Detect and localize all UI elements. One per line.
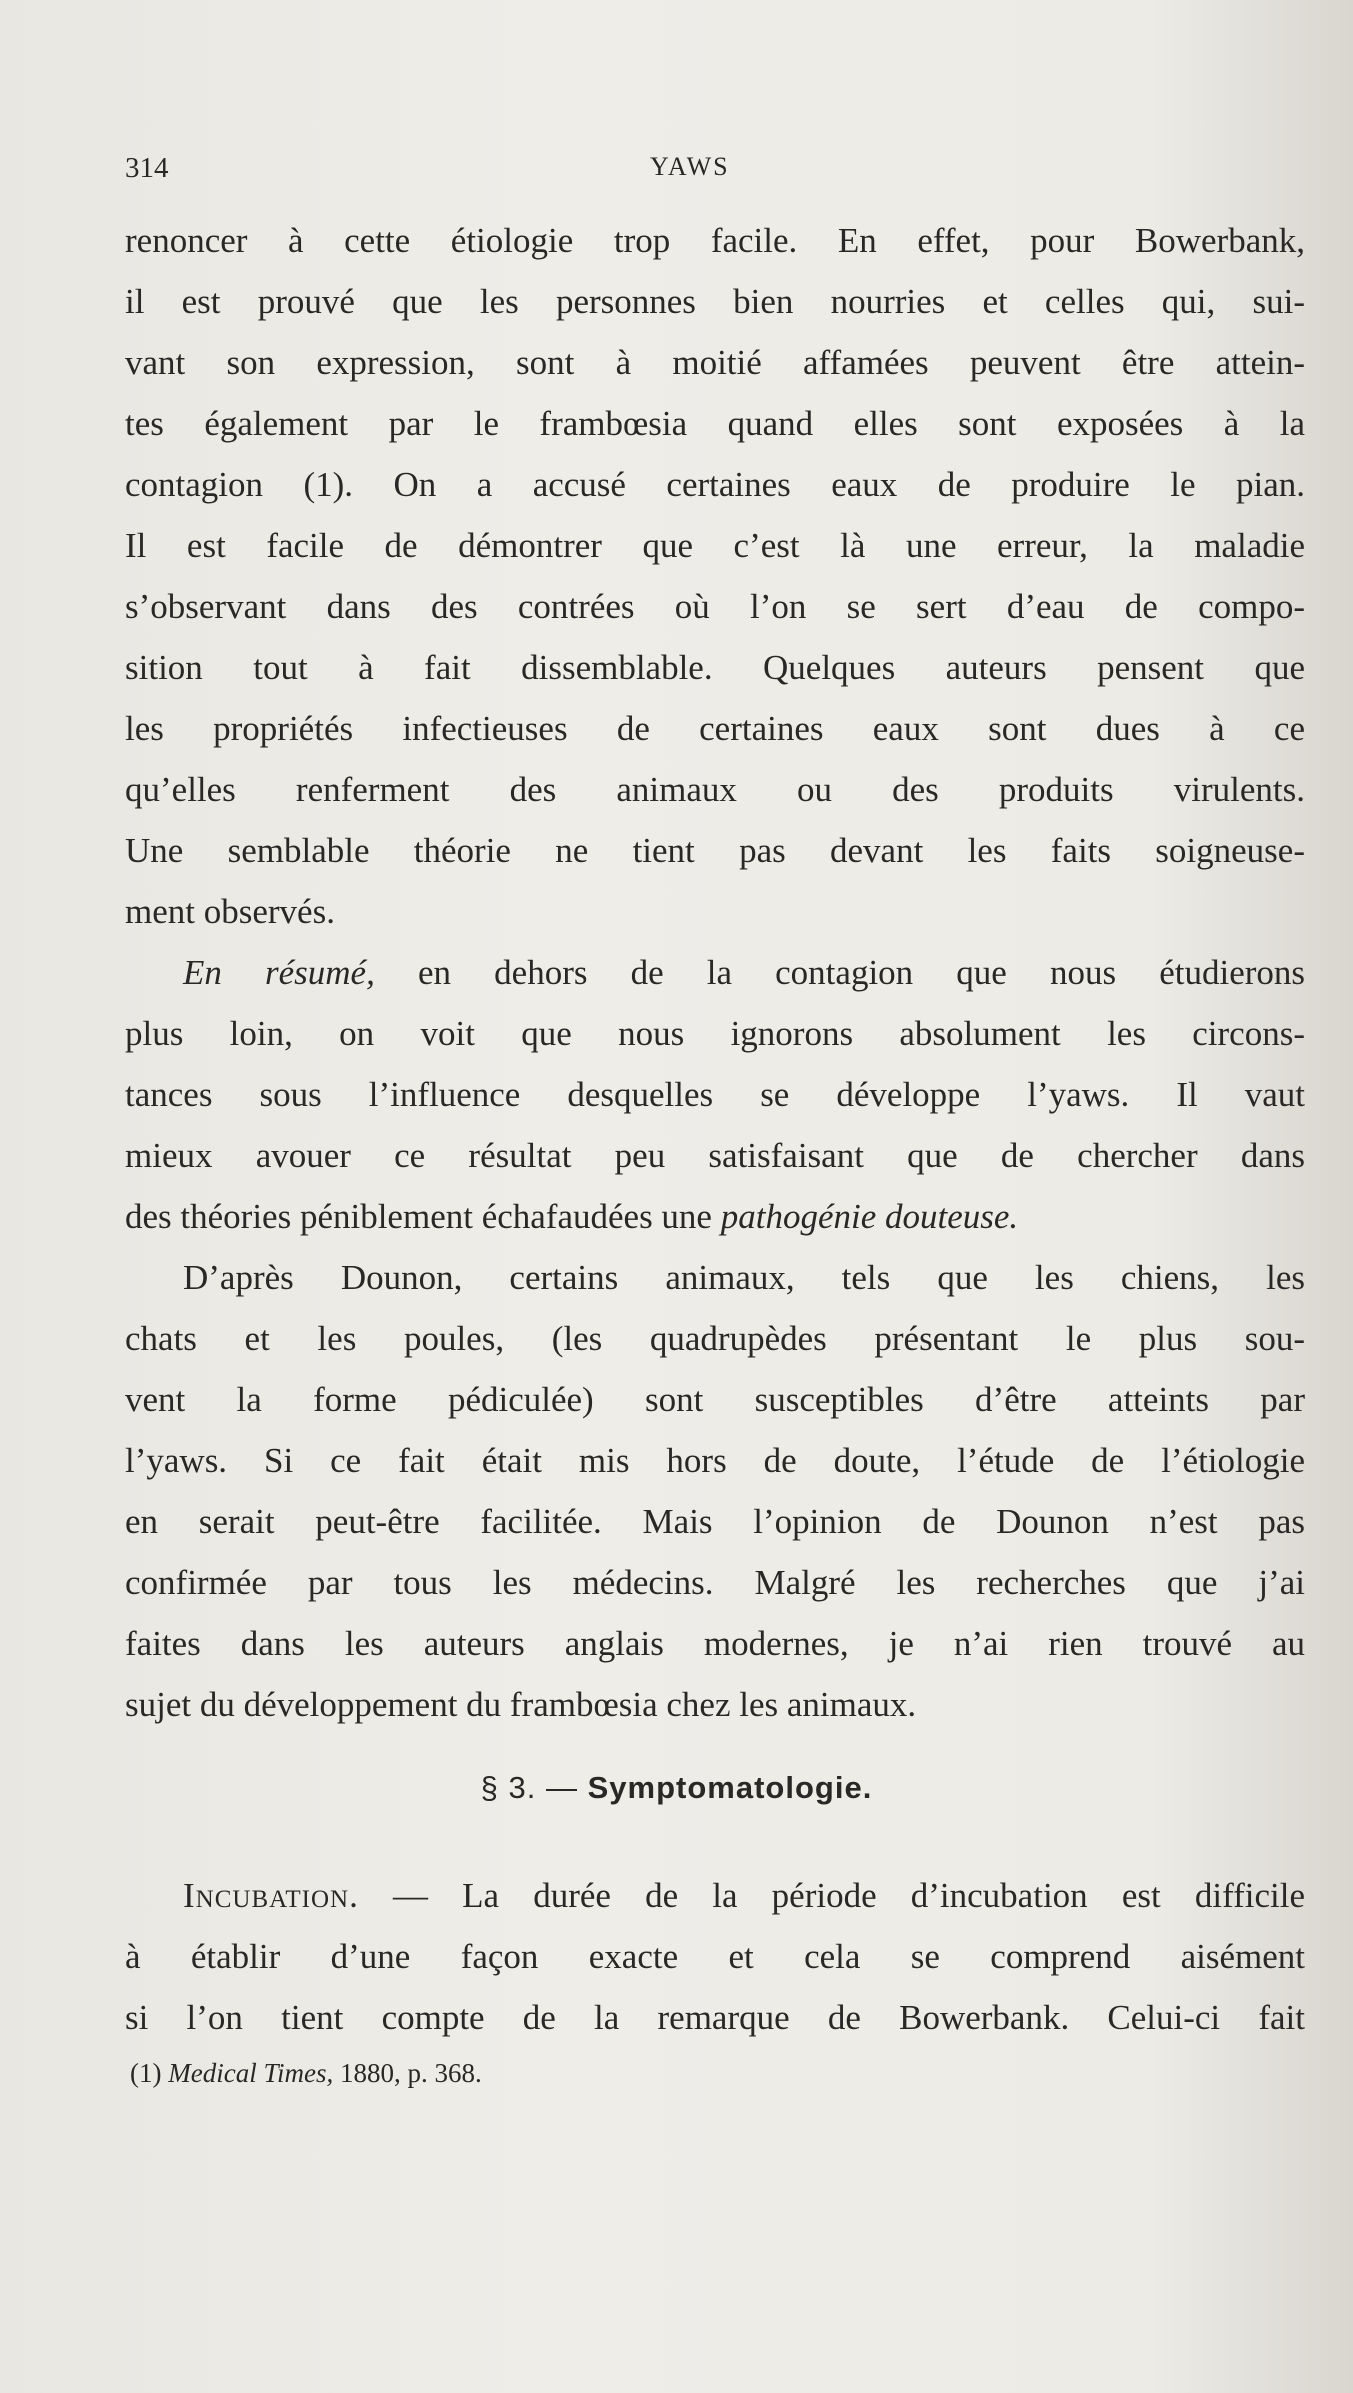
resume-intro: En résumé, xyxy=(183,953,375,992)
page-header xyxy=(125,152,1305,192)
text-line: ment observés. xyxy=(125,892,335,931)
footnote xyxy=(130,2058,482,2089)
footnote-marker: (1) xyxy=(130,2058,162,2088)
text-line: tances sous l’influence desquelles se développe l’yaws. Il vaut xyxy=(125,1075,1305,1114)
text-line: vent la forme pédiculée) sont susceptibles d’être atteints par xyxy=(125,1380,1305,1419)
text-line: vant son expression, sont à moitié affamées peuvent être attein- xyxy=(125,343,1305,382)
text-line: Une semblable théorie ne tient pas devant les faits soigneuse- xyxy=(125,831,1305,870)
text-line: tes également par le frambœsia quand elles sont exposées à la xyxy=(125,404,1305,443)
text-line: mieux avouer ce résultat peu satisfaisant que de chercher dans xyxy=(125,1136,1305,1175)
text-line: sition tout à fait dissemblable. Quelques auteurs pensent que xyxy=(125,648,1305,687)
text-line: D’après Dounon, certains animaux, tels que les chiens, les xyxy=(183,1258,1305,1297)
text-line: sujet du développement du frambœsia chez les animaux. xyxy=(125,1685,917,1724)
section-number: § 3. — xyxy=(480,1770,578,1805)
incubation-line xyxy=(125,1865,1305,1926)
text-line: Il est facile de démontrer que c’est là une erreur, la maladie xyxy=(125,526,1305,565)
incubation-text xyxy=(125,1865,1305,2048)
text-line: l’yaws. Si ce fait était mis hors de doute, l’étude de l’étiologie xyxy=(125,1441,1305,1480)
footnote-details: 1880, p. 368. xyxy=(333,2058,482,2088)
page-number: 314 xyxy=(125,152,169,184)
section-title: Symptomatologie. xyxy=(587,1770,873,1805)
text-line: en serait peut-être facilitée. Mais l’opinion de Dounon n’est pas xyxy=(125,1502,1305,1541)
text-line: confirmée par tous les médecins. Malgré les recherches que j’ai xyxy=(125,1563,1305,1602)
resume-line-start: des théories péniblement échafaudées une xyxy=(125,1197,721,1236)
incubation-lead: Incubation. xyxy=(183,1876,359,1915)
text-line: les propriétés infectieuses de certaines eaux sont dues à ce xyxy=(125,709,1305,748)
text-line: à établir d’une façon exacte et cela se comprend aisément xyxy=(125,1937,1305,1976)
text-line: si l’on tient compte de la remarque de Bowerbank. Celui-ci fait xyxy=(125,1998,1305,2037)
text-line: chats et les poules, (les quadrupèdes présentant le plus sou- xyxy=(125,1319,1305,1358)
text-line xyxy=(125,1186,1305,1247)
text-line: contagion (1). On a accusé certaines eaux de produire le pian. xyxy=(125,465,1305,504)
text-line: faites dans les auteurs anglais modernes, je n’ai rien trouvé au xyxy=(125,1624,1305,1663)
text-line: il est prouvé que les personnes bien nourries et celles qui, sui- xyxy=(125,282,1305,321)
text-line: s’observant dans des contrées où l’on se sert d’eau de compo- xyxy=(125,587,1305,626)
footnote-source: Medical Times, xyxy=(168,2058,334,2088)
incubation-line-rest: — La durée de la période d’incubation est difficile xyxy=(358,1876,1305,1915)
main-text xyxy=(125,210,1305,1735)
resume-italic-term: pathogénie douteuse. xyxy=(720,1197,1019,1236)
text-line: plus loin, on voit que nous ignorons absolument les circons- xyxy=(125,1014,1305,1053)
section-heading xyxy=(0,1770,1353,1806)
resume-line xyxy=(125,942,1305,1003)
text-line: qu’elles renferment des animaux ou des produits virulents. xyxy=(125,770,1305,809)
resume-line-rest: en dehors de la contagion que nous étudierons xyxy=(374,953,1305,992)
text-line: renoncer à cette étiologie trop facile. En effet, pour Bowerbank, xyxy=(125,221,1305,260)
running-title: YAWS xyxy=(650,152,730,181)
